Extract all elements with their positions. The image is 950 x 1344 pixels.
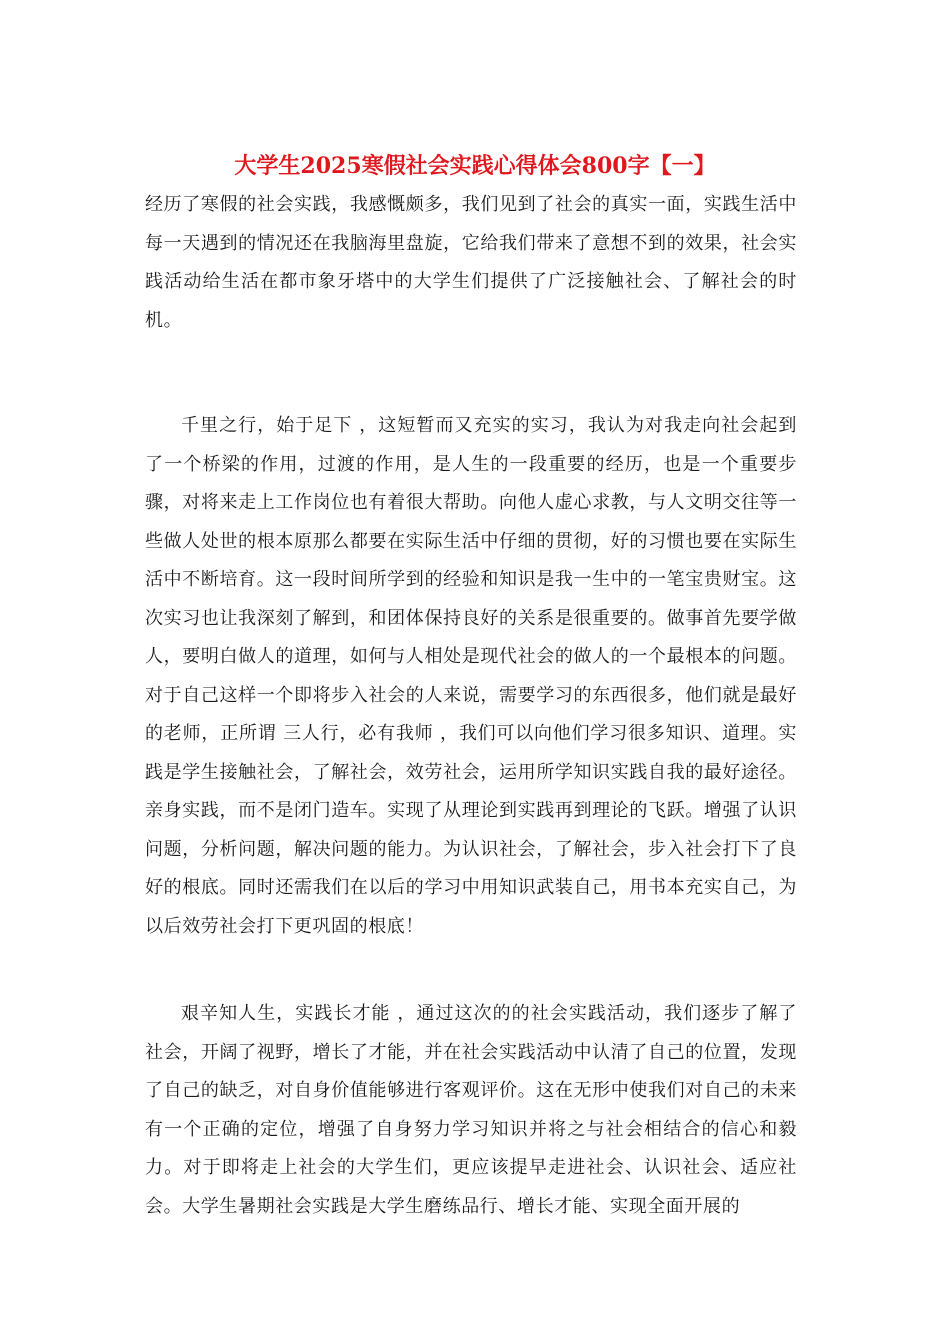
paragraph-1: 经历了寒假的社会实践，我感慨颇多，我们见到了社会的真实一面，实践生活中每一天遇到的情况还在我脑海里盘旋，它给我们带来了意想不到的效果，社会实践活动给生活在都市象牙塔中的大学生们提供了广泛接触社会、了解社会的时机。 [145, 194, 797, 331]
paragraph-2: 千里之行，始于足下 ，这短暂而又充实的实习，我认为对我走向社会起到了一个桥梁的作用，过渡的作用，是人生的一段重要的经历，也是一个重要步骤，对将来走上工作岗位也有着很大帮助。向他人虚心求教，与人文明交往等一些做人处世的根本原那么都要在实际生活中仔细的贯彻，好的习惯也要在实际生活中不断培育。这一段时间所学到的经验和知识是我一生中的一笔宝贵财宝。这次实习也让我深刻了解到，和团体保持良好的关系是很重要的。做事首先要学做人，要明白做人的道理，如何与人相处是现代社会的做人的一个最根本的问题。对于自己这样一个即将步入社会的人来说，需要学习的东西很多，他们就是最好的老师，正所谓 三人行，必有我师 ，我们可以向他们学习很多知识、道理。实践是学生接触社会，了解社会，效劳社会，运用所学知识实践自我的最好途径。亲身实践，而不是闭门造车。实现了从理论到实践再到理论的飞跃。增强了认识问题，分析问题，解决问题的能力。为认识社会，了解社会，步入社会打下了良好的根底。同时还需我们在以后的学习中用知识武装自己，用书本充实自己，为以后效劳社会打下更巩固的根底！ [145, 415, 797, 937]
document-title: 大学生2025寒假社会实践心得体会800字【一】 [234, 153, 716, 179]
paragraph-3: 艰辛知人生，实践长才能 ，通过这次的的社会实践活动，我们逐步了解了社会，开阔了视野，增长了才能，并在社会实践活动中认清了自己的位置，发现了自己的缺乏，对自身价值能够进行客观评价。这在无形中使我们对自己的未来有一个正确的定位，增强了自身努力学习知识并将之与社会相结合的信心和毅力。对于即将走上社会的大学生们，更应该提早走进社会、认识社会、适应社会。大学生暑期社会实践是大学生磨练品行、增长才能、实现全面开展的 [145, 1003, 797, 1217]
